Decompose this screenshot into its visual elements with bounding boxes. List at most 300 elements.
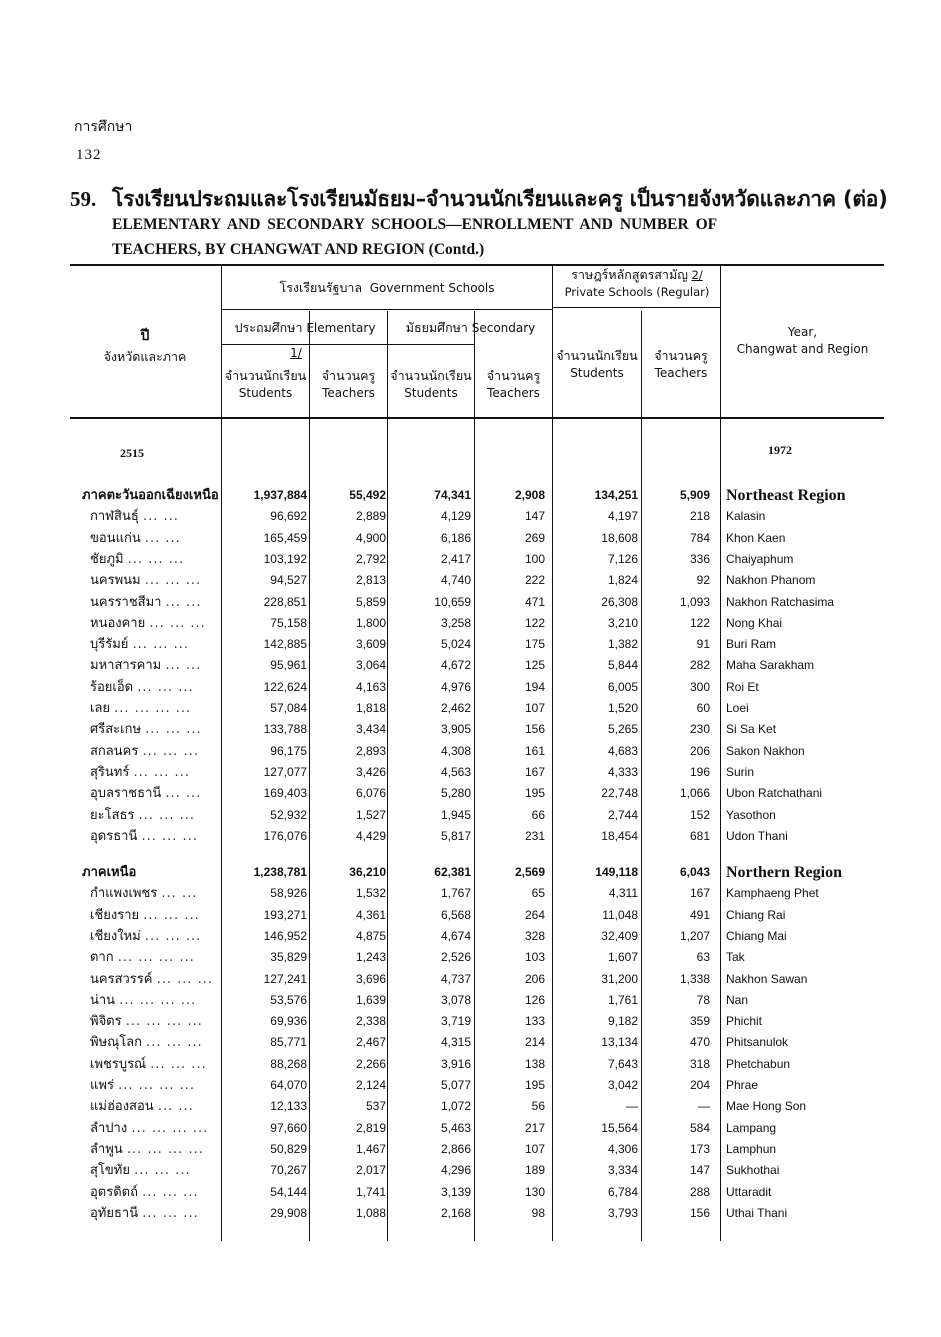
- leader-dots: ... ... ...: [141, 828, 198, 844]
- header-gov-thai: โรงเรียนรัฐบาล: [279, 280, 363, 295]
- cell-value: 6,568: [440, 907, 471, 922]
- cell-value: 1,093: [679, 594, 710, 609]
- cell-value: 127,241: [263, 971, 307, 986]
- cell-value: 57,084: [270, 701, 307, 715]
- region-row: [0, 862, 941, 883]
- table-row: [0, 1160, 941, 1181]
- leader-dots: ... ... ...: [150, 1056, 207, 1072]
- header-private-note: 2/: [691, 268, 703, 282]
- changwat-name-thai: [90, 1118, 230, 1139]
- cell-value: 4,563: [440, 764, 471, 779]
- cell-value: 1,527: [355, 807, 386, 822]
- changwat-name-thai: [90, 741, 230, 762]
- header-elem-students: [222, 367, 309, 402]
- cell-value: 584: [689, 1120, 710, 1135]
- cell-value: 1,520: [607, 701, 638, 715]
- cell-value: 537: [365, 1099, 386, 1114]
- cell-value: 3,042: [607, 1078, 638, 1092]
- changwat-name-thai: [90, 1011, 230, 1032]
- leader-dots: ... ... ...: [134, 1163, 191, 1179]
- cell-value: 4,315: [440, 1035, 471, 1050]
- header-sec-teachers: [475, 367, 552, 402]
- cell-value: 3,905: [440, 722, 471, 737]
- cell-value: 4,674: [440, 928, 471, 943]
- leader-dots: ... ... ... ...: [114, 701, 192, 716]
- leader-dots: ... ... ...: [142, 1205, 199, 1221]
- header-secondary: [388, 319, 553, 337]
- header-changwat-thai: จังหวัดและภาค: [103, 349, 187, 364]
- changwat-name-en: Sukhothai: [726, 1163, 780, 1178]
- cell-value: 126: [524, 992, 545, 1007]
- cell-value: 7,126: [607, 551, 638, 566]
- cell-value: 13,134: [601, 1035, 638, 1050]
- cell-value: 96,692: [270, 509, 307, 524]
- cell-value: 56: [531, 1099, 545, 1114]
- cell-value: 165,459: [263, 530, 307, 545]
- changwat-name-thai: [90, 528, 230, 549]
- changwat-label: พิจิตร: [90, 1014, 126, 1030]
- changwat-name-en: Khon Kaen: [726, 530, 786, 545]
- cell-value: 88,268: [270, 1056, 307, 1071]
- leader-dots: ... ... ...: [149, 615, 206, 631]
- cell-value: 175: [524, 637, 545, 652]
- changwat-name-thai: [90, 805, 230, 826]
- table-row: [0, 549, 941, 570]
- changwat-name-en: Nakhon Phanom: [726, 573, 816, 588]
- leader-dots: ... ...: [165, 658, 202, 674]
- changwat-name-en: Chiang Rai: [726, 907, 786, 922]
- changwat-name-thai: [90, 592, 230, 613]
- cell-value: 176,076: [263, 828, 307, 843]
- changwat-name-thai: [90, 969, 230, 990]
- changwat-label: เชียงราย: [90, 907, 144, 923]
- table-row: [0, 990, 941, 1011]
- cell-value: 2,338: [355, 1014, 386, 1029]
- leader-dots: ... ... ...: [142, 1184, 199, 1200]
- cell-value: 784: [689, 530, 710, 545]
- changwat-name-thai: [90, 698, 230, 719]
- region-name-en: Northern Region: [726, 864, 842, 881]
- table-row: [0, 947, 941, 968]
- cell-value: 1,818: [355, 701, 386, 715]
- cell-value: 97,660: [270, 1120, 307, 1135]
- cell-value: 2,266: [355, 1056, 386, 1071]
- leader-dots: ... ... ... ...: [126, 1141, 204, 1157]
- cell-value: 52,932: [270, 807, 307, 822]
- cell-value: 2,792: [355, 551, 386, 566]
- cell-value: 107: [524, 701, 545, 715]
- leader-dots: ... ...: [144, 530, 181, 546]
- cell-value: 4,740: [440, 573, 471, 588]
- cell-value: 4,429: [355, 828, 386, 843]
- table-row: [0, 528, 941, 549]
- changwat-name-thai: [90, 1096, 230, 1117]
- header-elem-teachers-thai: จำนวนครู: [321, 368, 376, 383]
- cell-value: 2,866: [440, 1141, 471, 1156]
- cell-value: 3,258: [440, 615, 471, 630]
- header-private-teachers: [642, 347, 720, 382]
- cell-value: 300: [689, 679, 710, 694]
- cell-value: 228,851: [263, 594, 307, 609]
- table-row: [0, 762, 941, 783]
- cell-value: 138: [524, 1056, 545, 1071]
- cell-value: 1,761: [607, 992, 638, 1007]
- header-secondary-thai: มัธยมศึกษา: [405, 320, 468, 335]
- changwat-label: ชัยภูมิ: [90, 551, 128, 567]
- table-row: [0, 1203, 941, 1224]
- changwat-name-thai: [90, 634, 230, 655]
- leader-dots: ... ... ...: [133, 764, 190, 780]
- region-value: 1,937,884: [253, 488, 307, 502]
- cell-value: 4,361: [355, 907, 386, 922]
- changwat-name-en: Buri Ram: [726, 637, 777, 652]
- header-gov-en: Government Schools: [369, 281, 495, 295]
- leader-dots: ... ... ... ...: [125, 1014, 203, 1030]
- cell-value: 282: [689, 658, 710, 673]
- cell-value: 78: [696, 992, 710, 1007]
- header-secondary-en: Secondary: [471, 321, 536, 335]
- gov-header-rule: [221, 309, 553, 310]
- cell-value: 2,893: [355, 743, 386, 758]
- table-number: 59.: [70, 187, 97, 211]
- cell-value: 4,683: [607, 743, 638, 758]
- cell-value: 1,088: [355, 1205, 386, 1220]
- cell-value: 4,333: [607, 764, 638, 779]
- region-value: 2,908: [514, 488, 545, 502]
- cell-value: 32,409: [601, 928, 638, 943]
- header-bottom-rule: [70, 417, 884, 419]
- cell-value: 2,813: [355, 573, 386, 588]
- changwat-name-en: Uttaradit: [726, 1184, 772, 1199]
- table-row: [0, 905, 941, 926]
- leader-dots: ... ... ...: [138, 807, 196, 823]
- table-row: [0, 570, 941, 591]
- changwat-name-en: Lamphun: [726, 1141, 777, 1156]
- cell-value: 269: [524, 530, 545, 545]
- cell-value: 3,210: [607, 615, 638, 630]
- private-header-rule: [552, 307, 721, 308]
- cell-value: 26,308: [601, 594, 638, 609]
- changwat-name-en: Phetchabun: [726, 1056, 791, 1071]
- table-row: [0, 1011, 941, 1032]
- changwat-name-thai: [90, 655, 230, 676]
- level-header-rule: [221, 344, 475, 345]
- table-row: [0, 592, 941, 613]
- cell-value: 1,800: [355, 615, 386, 630]
- year-en: 1972: [768, 443, 792, 457]
- cell-value: 18,454: [601, 828, 638, 843]
- region-value: 74,341: [434, 488, 471, 502]
- changwat-name-en: Uthai Thani: [726, 1205, 788, 1220]
- changwat-name-en: Nakhon Sawan: [726, 971, 808, 986]
- changwat-label: มหาสารคาม: [90, 658, 166, 674]
- cell-value: 95,961: [270, 658, 307, 673]
- changwat-name-en: Tak: [726, 950, 745, 965]
- table-row: [0, 719, 941, 740]
- changwat-label: เพชรบูรณ์: [90, 1056, 151, 1072]
- cell-value: 142,885: [263, 637, 307, 652]
- cell-value: 2,889: [355, 509, 386, 524]
- changwat-name-thai: [90, 570, 230, 591]
- title-english-line2: TEACHERS, BY CHANGWAT AND REGION (Contd.): [112, 241, 485, 258]
- region-value: 36,210: [349, 865, 386, 879]
- changwat-label: แพร่: [90, 1078, 119, 1093]
- cell-value: 130: [524, 1184, 545, 1199]
- changwat-name-en: Yasothon: [726, 807, 776, 822]
- table-row: [0, 805, 941, 826]
- header-year-en: Year,: [787, 325, 818, 339]
- changwat-label: ขอนแก่น: [90, 530, 145, 546]
- changwat-name-en: Ubon Ratchathani: [726, 786, 823, 801]
- cell-value: 147: [689, 1163, 710, 1178]
- cell-value: 35,829: [270, 950, 307, 965]
- changwat-label: เลย: [90, 701, 115, 716]
- changwat-name-thai: [90, 1054, 230, 1075]
- cell-value: 1,243: [355, 950, 386, 965]
- changwat-name-en: Kalasin: [726, 509, 766, 524]
- changwat-name-en: Nong Khai: [726, 615, 783, 630]
- cell-value: 217: [524, 1120, 545, 1135]
- cell-value: 3,334: [607, 1163, 638, 1178]
- cell-value: 5,859: [355, 594, 386, 609]
- table-row: [0, 613, 941, 634]
- cell-value: 4,296: [440, 1163, 471, 1178]
- cell-value: 2,467: [355, 1035, 386, 1050]
- leader-dots: ... ... ...: [156, 971, 214, 987]
- region-value: 5,909: [679, 488, 710, 502]
- cell-value: 31,200: [601, 971, 638, 986]
- cell-value: 1,532: [355, 886, 386, 901]
- header-elem-students-thai: จำนวนนักเรียน: [224, 368, 307, 383]
- cell-value: 125: [524, 658, 545, 673]
- header-elem-teachers: [310, 367, 387, 402]
- table-row: [0, 1054, 941, 1075]
- region-name-thai: ภาคเหนือ: [82, 865, 137, 880]
- changwat-label: หนองคาย: [90, 615, 150, 631]
- cell-value: 328: [524, 928, 545, 943]
- cell-value: 2,017: [355, 1163, 386, 1178]
- cell-value: 66: [531, 807, 545, 822]
- cell-value: 75,158: [270, 615, 307, 630]
- cell-value: 2,124: [355, 1078, 386, 1092]
- changwat-label: อุบลราชธานี: [90, 786, 166, 802]
- cell-value: 1,338: [679, 971, 710, 986]
- cell-value: 1,741: [355, 1184, 386, 1199]
- leader-dots: ... ... ...: [132, 637, 190, 653]
- leader-dots: ... ... ... ...: [117, 950, 195, 966]
- cell-value: 5,077: [440, 1078, 471, 1092]
- cell-value: 85,771: [270, 1035, 307, 1050]
- cell-value: 189: [524, 1163, 545, 1178]
- table-row: [0, 926, 941, 947]
- cell-value: 9,182: [607, 1014, 638, 1029]
- changwat-name-en: Phichit: [726, 1014, 763, 1029]
- cell-value: —: [698, 1099, 710, 1114]
- cell-value: 11,048: [602, 907, 638, 922]
- changwat-name-en: Surin: [726, 764, 755, 779]
- header-private-thai: ราษฎร์หลักสูตรสามัญ: [571, 267, 688, 282]
- header-private-teachers-thai: จำนวนครู: [654, 348, 708, 363]
- cell-value: 3,078: [440, 992, 471, 1007]
- leader-dots: ... ... ... ...: [119, 992, 197, 1008]
- cell-value: 122,624: [263, 679, 307, 694]
- changwat-name-thai: [90, 1139, 230, 1160]
- cell-value: 122: [524, 615, 545, 630]
- cell-value: 206: [689, 743, 710, 758]
- cell-value: 50,829: [270, 1141, 307, 1156]
- changwat-label: สกลนคร: [90, 743, 143, 759]
- cell-value: 2,168: [440, 1205, 471, 1220]
- table-row: [0, 783, 941, 804]
- cell-value: 10,659: [434, 594, 471, 609]
- header-private-en: Private Schools (Regular): [564, 285, 710, 299]
- cell-value: 3,793: [607, 1205, 638, 1220]
- cell-value: 156: [689, 1205, 710, 1220]
- cell-value: 3,139: [440, 1184, 471, 1199]
- cell-value: 2,744: [607, 807, 638, 822]
- changwat-name-thai: [90, 826, 230, 847]
- leader-dots: ... ...: [161, 886, 198, 902]
- changwat-name-en: Sakon Nakhon: [726, 743, 805, 758]
- cell-value: 5,024: [440, 637, 471, 652]
- cell-value: 3,609: [355, 637, 386, 652]
- header-year-thai: ปี: [140, 328, 150, 344]
- cell-value: 214: [524, 1035, 545, 1050]
- changwat-name-en: Nakhon Ratchasima: [726, 594, 835, 609]
- cell-value: 206: [524, 971, 545, 986]
- cell-value: 218: [689, 509, 710, 524]
- cell-value: 196: [689, 764, 710, 779]
- changwat-label: เชียงใหม่: [90, 928, 145, 944]
- leader-dots: ... ...: [157, 1099, 194, 1115]
- region-value: 1,238,781: [253, 865, 307, 879]
- cell-value: 195: [524, 1078, 545, 1092]
- cell-value: 4,306: [607, 1141, 638, 1156]
- cell-value: 5,280: [440, 786, 471, 801]
- changwat-label: นครพนม: [90, 573, 145, 589]
- leader-dots: ... ... ...: [144, 928, 202, 944]
- changwat-label: กำแพงเพชร: [90, 886, 162, 902]
- cell-value: 107: [524, 1141, 545, 1156]
- header-sec-students-thai: จำนวนนักเรียน: [390, 368, 472, 383]
- changwat-name-thai: [90, 719, 230, 740]
- cell-value: 4,163: [355, 679, 386, 694]
- cell-value: 18,608: [601, 530, 638, 545]
- changwat-label: ลำพูน: [90, 1141, 127, 1157]
- table-row: [0, 826, 941, 847]
- cell-value: 103,192: [263, 551, 307, 566]
- cell-value: 1,207: [679, 928, 710, 943]
- changwat-label: อุตรดิตถ์: [90, 1184, 143, 1200]
- cell-value: 3,426: [355, 764, 386, 779]
- cell-value: 15,564: [601, 1120, 638, 1135]
- region-value: 62,381: [434, 865, 471, 879]
- changwat-name-en: Chiang Mai: [726, 928, 787, 943]
- table-top-rule: [70, 264, 884, 266]
- changwat-name-en: Loei: [726, 701, 749, 715]
- cell-value: 5,265: [607, 722, 638, 737]
- changwat-name-thai: [90, 1075, 230, 1096]
- region-value: 55,492: [349, 488, 386, 502]
- changwat-name-en: Maha Sarakham: [726, 658, 815, 673]
- table-row: [0, 969, 941, 990]
- cell-value: 2,417: [440, 551, 471, 566]
- cell-value: 204: [689, 1078, 710, 1092]
- cell-value: 152: [689, 807, 710, 822]
- leader-dots: ... ... ...: [145, 722, 202, 738]
- leader-dots: ... ...: [165, 786, 202, 802]
- cell-value: 4,900: [355, 530, 386, 545]
- changwat-label: อุทัยธานี: [90, 1205, 143, 1221]
- region-row: [0, 485, 941, 506]
- cell-value: 6,005: [607, 679, 638, 694]
- cell-value: 193,271: [263, 907, 307, 922]
- cell-value: 64,070: [270, 1078, 307, 1092]
- table-row: [0, 741, 941, 762]
- cell-value: —: [626, 1099, 638, 1114]
- cell-value: 470: [689, 1035, 710, 1050]
- title-english-line1: ELEMENTARY AND SECONDARY SCHOOLS—ENROLLMENT AND NUMBER OF: [112, 216, 718, 233]
- cell-value: 53,576: [270, 992, 307, 1007]
- cell-value: 1,767: [440, 886, 471, 901]
- header-elementary: [222, 319, 388, 337]
- leader-dots: ... ... ... ...: [131, 1120, 209, 1136]
- cell-value: 681: [689, 828, 710, 843]
- table-row: [0, 655, 941, 676]
- changwat-name-thai: [90, 926, 230, 947]
- header-changwat-en: Changwat and Region: [736, 342, 869, 356]
- cell-value: 167: [524, 764, 545, 779]
- table-row: [0, 1032, 941, 1053]
- cell-value: 6,076: [355, 786, 386, 801]
- region-value: 6,043: [679, 865, 710, 879]
- cell-value: 3,064: [355, 658, 386, 673]
- cell-value: 491: [689, 907, 710, 922]
- table-row: [0, 698, 941, 719]
- cell-value: 60: [696, 701, 710, 715]
- header-private-students-thai: จำนวนนักเรียน: [556, 348, 638, 363]
- cell-value: 288: [689, 1184, 710, 1199]
- cell-value: 2,526: [440, 950, 471, 965]
- header-sec-teachers-en: Teachers: [487, 386, 540, 400]
- cell-value: 161: [524, 743, 545, 758]
- cell-value: 359: [689, 1014, 710, 1029]
- changwat-name-thai: [90, 1182, 230, 1203]
- header-elem-teachers-en: Teachers: [322, 386, 375, 400]
- cell-value: 1,607: [607, 950, 638, 965]
- header-elementary-thai: ประถมศึกษา: [234, 320, 303, 335]
- changwat-name-thai: [90, 947, 230, 968]
- cell-value: 1,066: [679, 786, 710, 801]
- changwat-name-thai: [90, 783, 230, 804]
- region-value: 2,569: [514, 865, 545, 879]
- changwat-label: ตาก: [90, 950, 118, 966]
- changwat-name-thai: [90, 613, 230, 634]
- cell-value: 133: [524, 1014, 545, 1029]
- title-thai: โรงเรียนประถมและโรงเรียนมัธยม–จำนวนนักเรียนและครู เป็นรายจังหวัดและภาค (ต่อ): [112, 187, 888, 211]
- header-elementary-en: Elementary: [306, 321, 376, 335]
- cell-value: 65: [531, 886, 545, 901]
- table-row: [0, 883, 941, 904]
- cell-value: 63: [696, 950, 710, 965]
- cell-value: 230: [689, 722, 710, 737]
- leader-dots: ... ... ...: [143, 907, 200, 923]
- cell-value: 1,467: [355, 1141, 386, 1156]
- cell-value: 3,696: [355, 971, 386, 986]
- changwat-name-thai: [90, 905, 230, 926]
- region-value: 149,118: [595, 865, 638, 879]
- cell-value: 5,463: [440, 1120, 471, 1135]
